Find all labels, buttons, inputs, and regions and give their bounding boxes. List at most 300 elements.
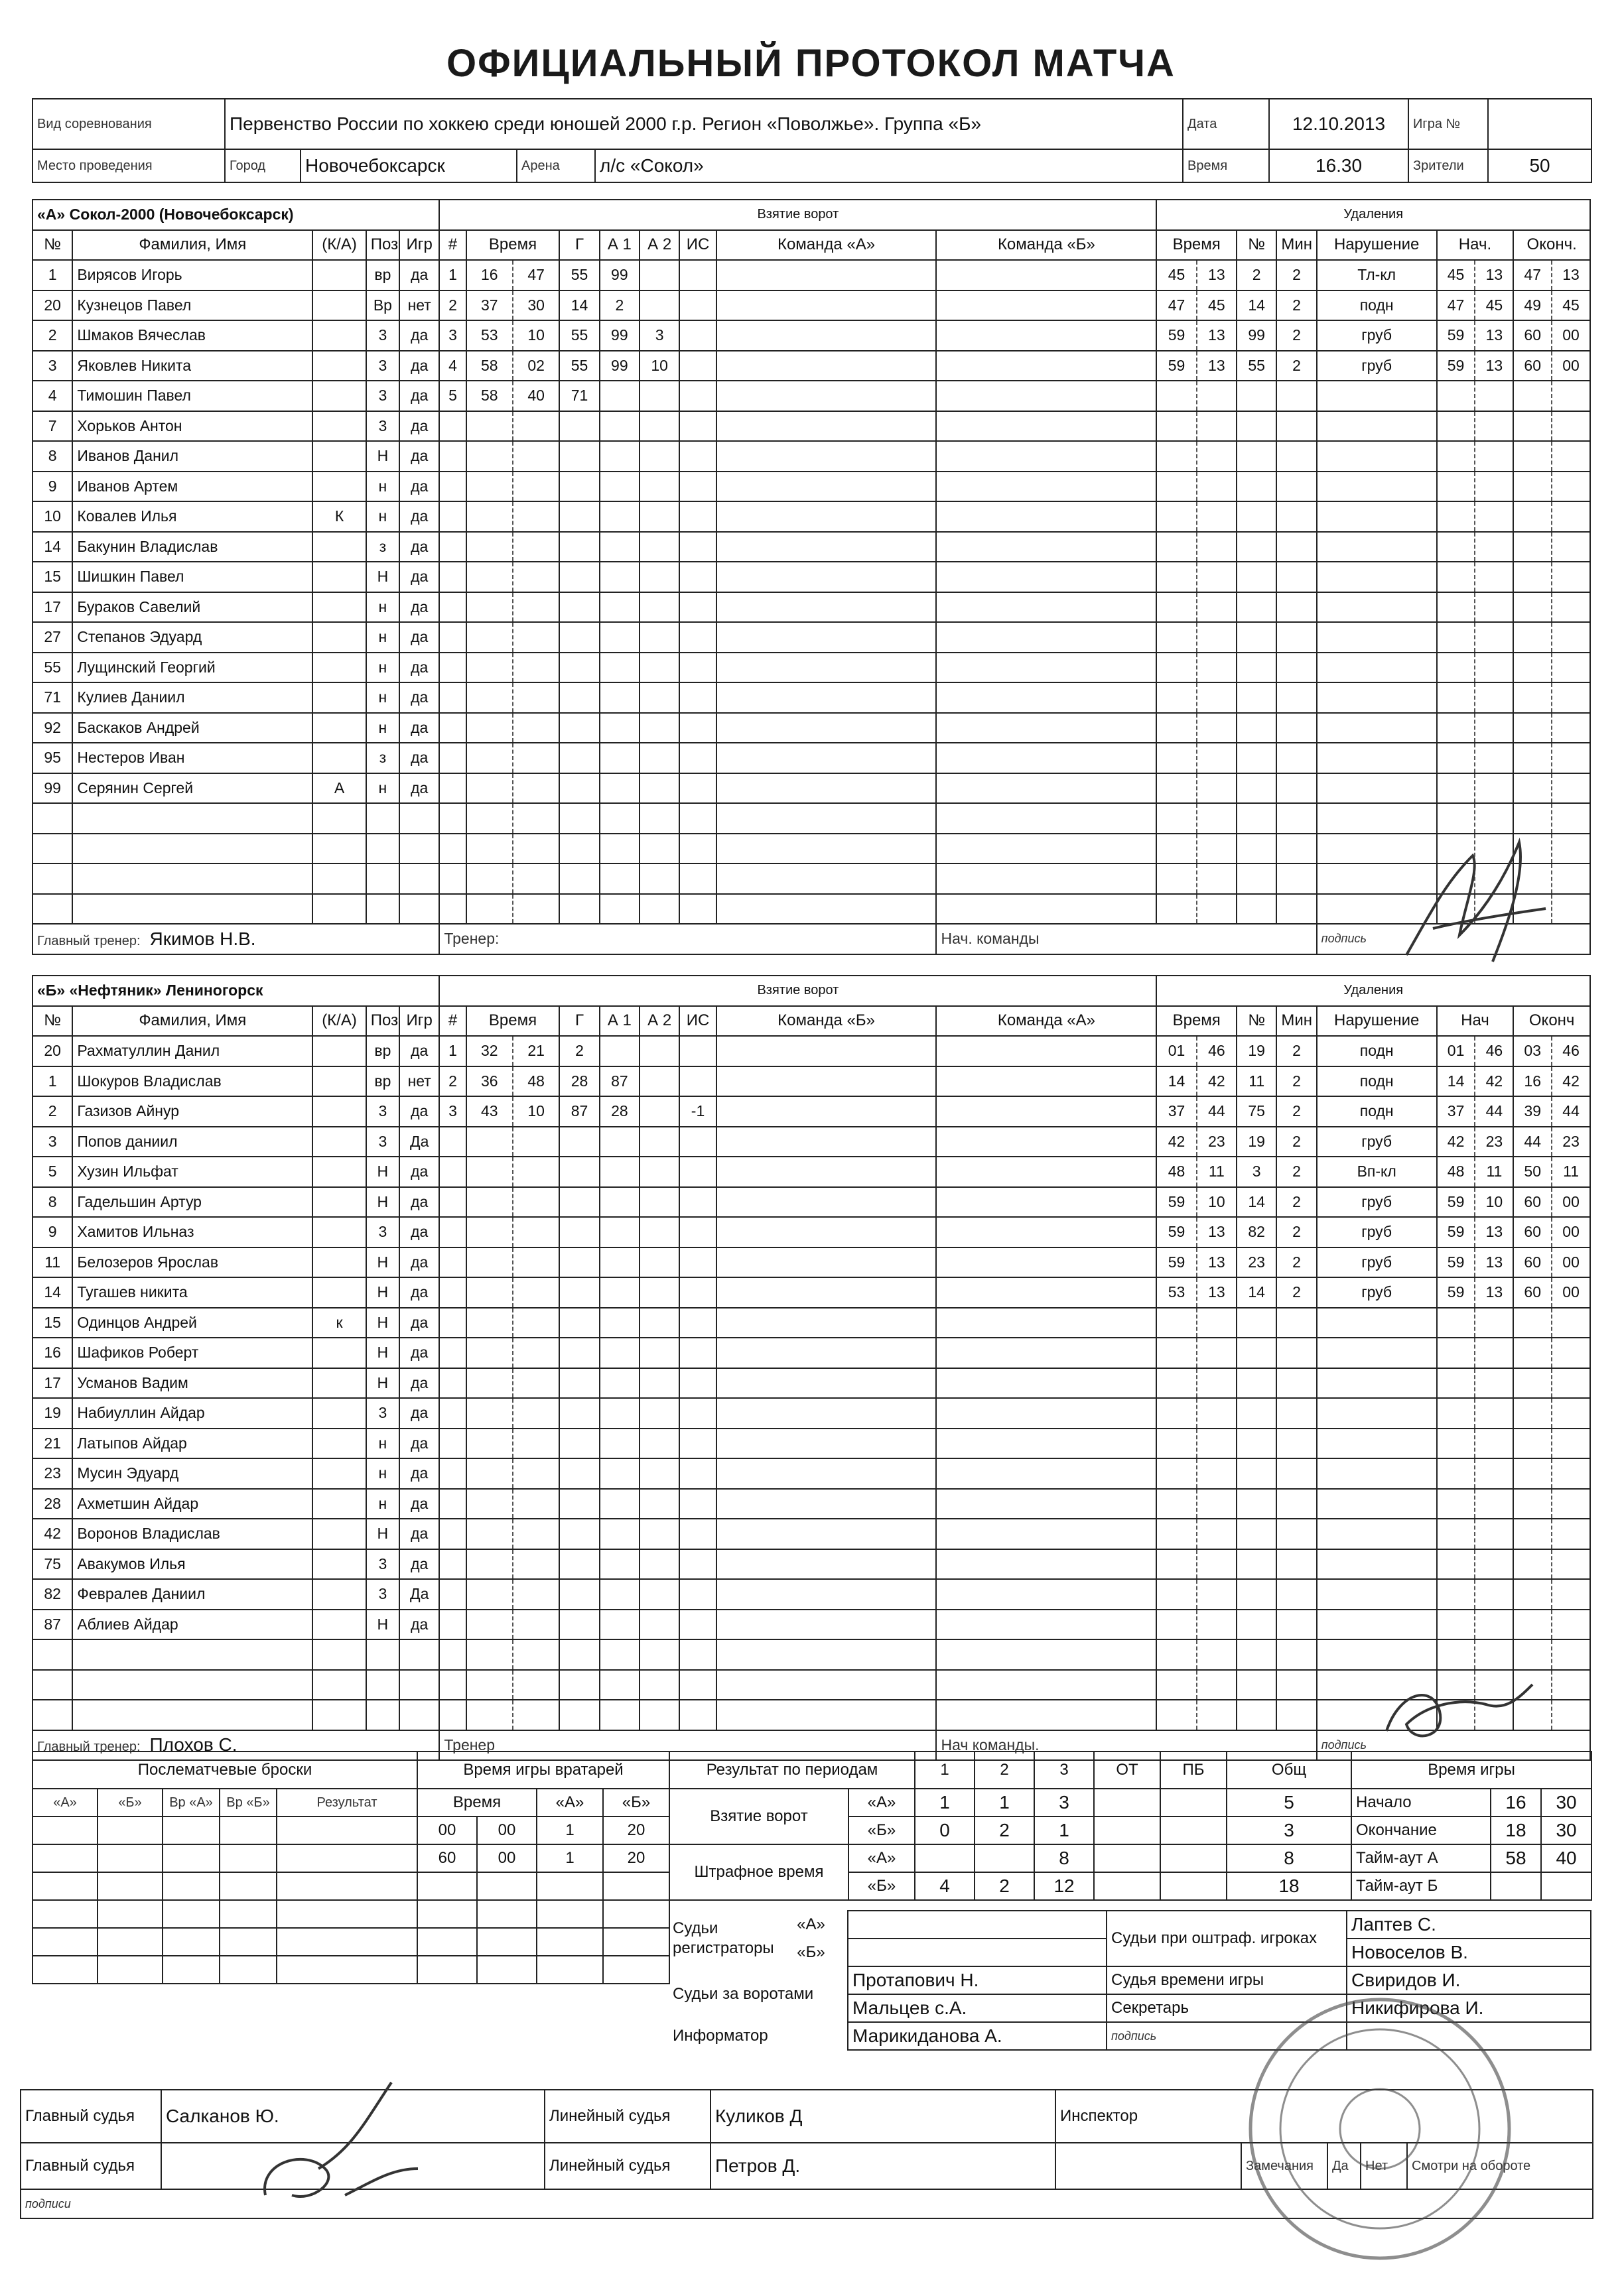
official-stamp	[1241, 1990, 1519, 2268]
pen-time-cell	[1156, 472, 1237, 502]
col-goal-time: Время	[466, 1006, 560, 1037]
goal-is	[679, 351, 716, 381]
goal-assist2	[640, 1217, 679, 1247]
team-first-cell	[716, 682, 937, 713]
goal-time-min	[467, 804, 513, 833]
goal-is	[679, 1308, 716, 1338]
pen-minutes: 2	[1276, 1187, 1316, 1218]
pen-player-number: 2	[1237, 260, 1276, 290]
pen-end-min	[1514, 623, 1552, 652]
player-name: Нестеров Иван	[77, 749, 185, 767]
pen-time-cell	[1156, 863, 1237, 894]
player-played: да	[399, 773, 439, 804]
pen-a-total: 8	[1227, 1844, 1351, 1872]
player-played: да	[399, 562, 439, 592]
team-second-cell	[936, 290, 1156, 321]
goal-time-cell	[466, 441, 560, 472]
pen-end-sec: 11	[1563, 1163, 1580, 1180]
col-assist2: А 2	[640, 230, 679, 261]
pen-player-number: 11	[1237, 1066, 1276, 1097]
goal-is	[679, 773, 716, 804]
team-first-cell	[716, 1338, 937, 1368]
player-name-cell	[72, 1489, 312, 1519]
pen-violation: подн	[1317, 1066, 1437, 1097]
player-played: да	[399, 713, 439, 743]
pen-minutes	[1276, 411, 1316, 442]
goal-scorer	[559, 1277, 599, 1308]
period-3: 3	[1034, 1752, 1094, 1789]
pen-start-min	[1438, 1308, 1476, 1338]
pen-time-cell	[1156, 320, 1237, 351]
goal-is	[679, 1338, 716, 1368]
game-start-ss: 30	[1541, 1789, 1591, 1817]
pen-start-sec: 11	[1486, 1163, 1503, 1180]
goal-assist1	[600, 532, 640, 562]
pen-time-sec	[1197, 804, 1236, 833]
pen-player-number	[1237, 1610, 1276, 1640]
pen-end-cell	[1513, 743, 1590, 773]
goal-scorer	[559, 562, 599, 592]
team-second-cell	[936, 1157, 1156, 1187]
goal-scorer	[559, 1579, 599, 1610]
pen-time-cell	[1156, 653, 1237, 683]
table-row	[33, 834, 1590, 864]
arena-label: Арена	[517, 149, 595, 182]
pen-end-min	[1514, 1308, 1552, 1338]
goal-is	[679, 411, 716, 442]
player-position: 3	[366, 1398, 399, 1429]
goal-number	[439, 1187, 466, 1218]
player-name: Тимошин Павел	[77, 387, 191, 405]
goal-scorer	[559, 1610, 599, 1640]
pen-violation: подн	[1317, 1036, 1437, 1066]
pen-time-cell	[1156, 501, 1237, 532]
goal-time-sec	[513, 442, 559, 471]
goal-time-cell	[466, 1549, 560, 1580]
pen-start-cell	[1437, 1308, 1514, 1338]
team-first-cell	[716, 381, 937, 411]
col-team-first: Команда «Б»	[716, 1006, 937, 1037]
goal-is	[679, 1458, 716, 1489]
player-position: Н	[366, 1338, 399, 1368]
pen-time-sec	[1197, 1640, 1236, 1669]
player-captain	[312, 1127, 366, 1157]
pen-start-sec	[1475, 1429, 1513, 1458]
pen-minutes: 2	[1276, 1157, 1316, 1187]
pen-a-p3: 8	[1034, 1844, 1094, 1872]
goal-scorer	[559, 1519, 599, 1549]
goal-time-sec	[513, 653, 559, 682]
pen-start-min: 59	[1438, 1278, 1476, 1307]
player-position: н	[366, 622, 399, 653]
pen-time-cell	[1156, 1700, 1237, 1730]
player-number	[33, 894, 72, 925]
player-name: Аблиев Айдар	[77, 1615, 178, 1633]
goal-number	[439, 713, 466, 743]
pen-player-number	[1237, 501, 1276, 532]
team-second-cell	[936, 803, 1156, 834]
period-pen-a-label: «А»	[848, 1844, 915, 1872]
goal-assist2	[640, 1247, 679, 1278]
goal-assist2	[640, 1489, 679, 1519]
goal-scorer	[559, 743, 599, 773]
pen-end-sec	[1552, 683, 1589, 712]
pen-minutes	[1276, 743, 1316, 773]
goal-time-cell	[466, 834, 560, 864]
goal-assist2	[640, 1187, 679, 1218]
pen-time-min	[1157, 1550, 1197, 1579]
goal-scorer	[559, 1127, 599, 1157]
game-end-mm: 18	[1491, 1817, 1541, 1844]
coach-b-signature	[1373, 1678, 1546, 1751]
player-captain	[312, 1157, 366, 1187]
team-first-cell	[716, 1096, 937, 1127]
player-played: Да	[399, 1127, 439, 1157]
penalty-box-label: Судьи при оштраф. игроках	[1107, 1911, 1347, 1966]
player-captain	[312, 472, 366, 502]
pen-time-sec	[1197, 774, 1236, 803]
goal-assist2	[640, 592, 679, 623]
goal-time-sec: 47	[527, 266, 545, 283]
goal-is	[679, 622, 716, 653]
pen-time-cell	[1156, 834, 1237, 864]
pen-start-cell	[1437, 532, 1514, 562]
player-name: Февралев Даниил	[77, 1585, 206, 1603]
player-position: вр	[366, 1066, 399, 1097]
goal-is	[679, 1127, 716, 1157]
goal-scorer: 14	[559, 290, 599, 321]
pen-time-min	[1157, 1490, 1197, 1519]
goal-number	[439, 1579, 466, 1610]
pen-violation	[1317, 1639, 1437, 1670]
team-first-cell	[716, 441, 937, 472]
goal-time-cell	[466, 1127, 560, 1157]
pen-start-sec	[1475, 743, 1513, 773]
goal-assist1	[600, 1127, 640, 1157]
pen-start-cell	[1437, 1549, 1514, 1580]
pen-time-min	[1157, 1671, 1197, 1700]
pen-end-sec: 23	[1562, 1132, 1580, 1150]
goal-time-cell	[466, 863, 560, 894]
pen-end-cell	[1513, 1639, 1590, 1670]
pen-end-min: 60	[1514, 1248, 1552, 1277]
player-played	[399, 1639, 439, 1670]
timekeeper-label: Судья времени игры	[1107, 1966, 1347, 1994]
pen-start-min: 47	[1438, 291, 1476, 320]
pen-end-cell	[1513, 653, 1590, 683]
goal-time-min	[467, 1308, 513, 1338]
pen-start-sec	[1475, 623, 1513, 652]
goal-is	[679, 1579, 716, 1610]
pen-minutes: 2	[1276, 1217, 1316, 1247]
goal-assist1	[600, 1549, 640, 1580]
player-position: н	[366, 653, 399, 683]
player-played: да	[399, 1157, 439, 1187]
goal-assist2	[640, 1157, 679, 1187]
player-position: н	[366, 682, 399, 713]
team-first-cell	[716, 834, 937, 864]
pen-end-cell	[1513, 320, 1590, 351]
table-row	[33, 441, 1590, 472]
pen-time-cell	[1156, 1277, 1237, 1308]
informer-value: Марикиданова А.	[848, 2022, 1107, 2050]
pen-end-sec: 45	[1562, 296, 1580, 314]
pen-end-min: 60	[1514, 1218, 1552, 1247]
goal-number: 2	[439, 1066, 466, 1097]
player-name: Шмаков Вячеслав	[77, 326, 206, 344]
goalie-col-b: «Б»	[603, 1789, 669, 1817]
pen-start-min	[1438, 381, 1476, 411]
pen-start-cell	[1437, 743, 1514, 773]
table-row	[33, 290, 1590, 321]
pen-time-cell	[1156, 592, 1237, 623]
goal-assist2	[640, 894, 679, 925]
pen-minutes	[1276, 863, 1316, 894]
pen-start-min	[1438, 1338, 1476, 1368]
player-name: Ахметшин Айдар	[77, 1494, 199, 1512]
player-name: Яковлев Никита	[77, 356, 191, 374]
goal-number: 5	[439, 381, 466, 411]
pen-time-min	[1157, 714, 1197, 743]
pen-time-min	[1157, 1429, 1197, 1458]
player-number	[33, 1639, 72, 1670]
goal-assist1	[600, 743, 640, 773]
city-value: Новочебоксарск	[301, 149, 517, 182]
player-name-cell	[72, 713, 312, 743]
pen-time-min	[1157, 804, 1197, 833]
table-row	[33, 260, 1590, 290]
col-pos: Поз	[366, 230, 399, 261]
pen-violation	[1317, 773, 1437, 804]
pen-time-sec: 10	[1208, 1192, 1225, 1210]
team-second-cell	[936, 1429, 1156, 1459]
player-position: вр	[366, 260, 399, 290]
goal-time-cell	[466, 1217, 560, 1247]
line-referee-label-2: Линейный судья	[545, 2143, 710, 2189]
pen-player-number	[1237, 1549, 1276, 1580]
pen-time-min	[1157, 1640, 1197, 1669]
pen-end-min: 44	[1514, 1127, 1552, 1157]
goal-time-sec: 40	[527, 387, 545, 404]
pen-start-min: 59	[1438, 1248, 1476, 1277]
table-row	[33, 1489, 1590, 1519]
player-position: н	[366, 713, 399, 743]
goal-time-min	[467, 1399, 513, 1428]
goal-number	[439, 1519, 466, 1549]
pen-start-min	[1438, 1429, 1476, 1458]
goal-time-sec	[513, 562, 559, 592]
player-number	[33, 803, 72, 834]
pen-end-cell	[1513, 1429, 1590, 1459]
pen-time-sec	[1197, 1369, 1236, 1398]
period-goals-a-label: «А»	[848, 1789, 915, 1817]
pen-time-min	[1157, 1308, 1197, 1338]
pen-time-sec	[1197, 502, 1236, 531]
player-played	[399, 1670, 439, 1700]
goal-assist1	[600, 1277, 640, 1308]
goal-time-min	[467, 743, 513, 773]
pen-time-cell	[1156, 1489, 1237, 1519]
goal-time-sec	[513, 1700, 559, 1730]
player-position: 3	[366, 1127, 399, 1157]
game-end-ss: 30	[1541, 1817, 1591, 1844]
pen-violation	[1317, 1338, 1437, 1368]
player-name: Рахматуллин Данил	[77, 1042, 220, 1060]
match-header	[32, 98, 1592, 183]
period-pen-b-label: «Б»	[848, 1872, 915, 1900]
team-second-cell	[936, 1277, 1156, 1308]
goal-is	[679, 1036, 716, 1066]
pen-time-min	[1157, 1610, 1197, 1639]
pen-player-number: 23	[1237, 1247, 1276, 1278]
player-name-cell	[72, 260, 312, 290]
team-second-cell	[936, 501, 1156, 532]
team-second-cell	[936, 1639, 1156, 1670]
player-name-cell	[72, 562, 312, 592]
pen-player-number	[1237, 1579, 1276, 1610]
pen-end-min	[1514, 1519, 1552, 1549]
pen-start-sec	[1475, 1338, 1513, 1368]
pen-minutes	[1276, 894, 1316, 925]
pen-time-cell	[1156, 1429, 1237, 1459]
goal-assist2	[640, 622, 679, 653]
player-position: н	[366, 592, 399, 623]
player-position: Вр	[366, 290, 399, 321]
pen-minutes	[1276, 1670, 1316, 1700]
player-played: да	[399, 1187, 439, 1218]
goal-time-sec	[513, 1188, 559, 1217]
pen-start-cell	[1437, 653, 1514, 683]
pen-end-min	[1514, 653, 1552, 682]
goal-time-min: 16	[467, 261, 513, 290]
pen-start-sec	[1475, 1519, 1513, 1549]
player-name-cell	[72, 351, 312, 381]
pen-minutes: 2	[1276, 1277, 1316, 1308]
goal-time-cell	[466, 1036, 560, 1066]
pen-end-sec	[1552, 1338, 1589, 1368]
pen-end-min	[1514, 442, 1552, 471]
pen-end-cell	[1513, 713, 1590, 743]
goals-b-total: 3	[1227, 1817, 1351, 1844]
goal-time-cell	[466, 320, 560, 351]
goal-time-cell	[466, 290, 560, 321]
goal-number: 1	[439, 260, 466, 290]
goal-scorer	[559, 682, 599, 713]
player-played: да	[399, 472, 439, 502]
goal-assist2	[640, 1308, 679, 1338]
player-name: Ковалев Илья	[77, 507, 177, 525]
player-name: Тугашев никита	[77, 1283, 188, 1301]
player-number: 92	[33, 713, 72, 743]
goal-is	[679, 682, 716, 713]
pen-end-cell	[1513, 441, 1590, 472]
pen-time-sec	[1197, 1399, 1236, 1428]
goal-time-min	[467, 593, 513, 622]
player-played: да	[399, 320, 439, 351]
player-played: да	[399, 260, 439, 290]
pen-time-cell	[1156, 682, 1237, 713]
goal-is	[679, 592, 716, 623]
goal-time-sec: 02	[527, 356, 545, 374]
col-is: ИС	[679, 1006, 716, 1037]
team-second-cell	[936, 1066, 1156, 1097]
pen-start-sec	[1475, 1550, 1513, 1579]
pen-end-cell	[1513, 622, 1590, 653]
player-played: да	[399, 1489, 439, 1519]
goal-is	[679, 532, 716, 562]
goals-b-p1: 0	[915, 1817, 975, 1844]
player-name: Серянин Сергей	[77, 779, 194, 797]
table-row	[33, 863, 1590, 894]
team-first-cell	[716, 1036, 937, 1066]
player-name: Усманов Вадим	[77, 1373, 188, 1391]
player-position	[366, 1639, 399, 1670]
pen-time-min	[1157, 1519, 1197, 1549]
player-played: да	[399, 1036, 439, 1066]
pen-start-cell	[1437, 1519, 1514, 1549]
player-played: да	[399, 1610, 439, 1640]
pen-time-cell	[1156, 1670, 1237, 1700]
player-played: Да	[399, 1579, 439, 1610]
pen-start-min: 48	[1438, 1157, 1476, 1186]
goal-time-cell	[466, 260, 560, 290]
goal-assist2	[640, 411, 679, 442]
team-second-cell	[936, 1247, 1156, 1278]
goal-scorer	[559, 1458, 599, 1489]
team-first-cell	[716, 411, 937, 442]
goal-assist2	[640, 863, 679, 894]
player-played: да	[399, 1338, 439, 1368]
pen-end-min: 60	[1514, 1188, 1552, 1217]
pen-minutes	[1276, 653, 1316, 683]
pen-end-sec	[1552, 1700, 1589, 1730]
team-second-cell	[936, 1127, 1156, 1157]
pen-violation: груб	[1317, 1247, 1437, 1278]
pen-start-sec: 13	[1485, 326, 1503, 344]
team-first-cell	[716, 320, 937, 351]
goal-assist1	[600, 1187, 640, 1218]
team-first-cell	[716, 1549, 937, 1580]
secretary-label: Секретарь	[1107, 1994, 1347, 2022]
player-position	[366, 863, 399, 894]
pen-time-cell	[1156, 1458, 1237, 1489]
pen-violation: Тл-кл	[1317, 260, 1437, 290]
goal-scorer: 55	[559, 260, 599, 290]
player-name-cell	[72, 1277, 312, 1308]
goal-assist2	[640, 1338, 679, 1368]
player-name-cell	[72, 1398, 312, 1429]
goal-time-cell	[466, 562, 560, 592]
pen-minutes	[1276, 773, 1316, 804]
pen-start-min	[1438, 533, 1476, 562]
pen-end-sec	[1552, 1550, 1589, 1579]
pen-start-cell	[1437, 1127, 1514, 1157]
pen-time-cell	[1156, 1127, 1237, 1157]
pen-minutes: 2	[1276, 1096, 1316, 1127]
pen-time-cell	[1156, 1066, 1237, 1097]
remarks-see-back: Смотри на обороте	[1407, 2143, 1593, 2189]
player-number: 1	[33, 260, 72, 290]
goal-number	[439, 562, 466, 592]
team-second-cell	[936, 320, 1156, 351]
player-played: да	[399, 592, 439, 623]
team-team_a-title: «А» Сокол-2000 (Новочебоксарск)	[33, 200, 439, 230]
goal-time-min: 58	[467, 351, 513, 381]
goal-assist1	[600, 1338, 640, 1368]
trainer-label: Тренер:	[439, 924, 936, 954]
pen-time-min	[1157, 774, 1197, 803]
goal-assist2: 10	[640, 351, 679, 381]
